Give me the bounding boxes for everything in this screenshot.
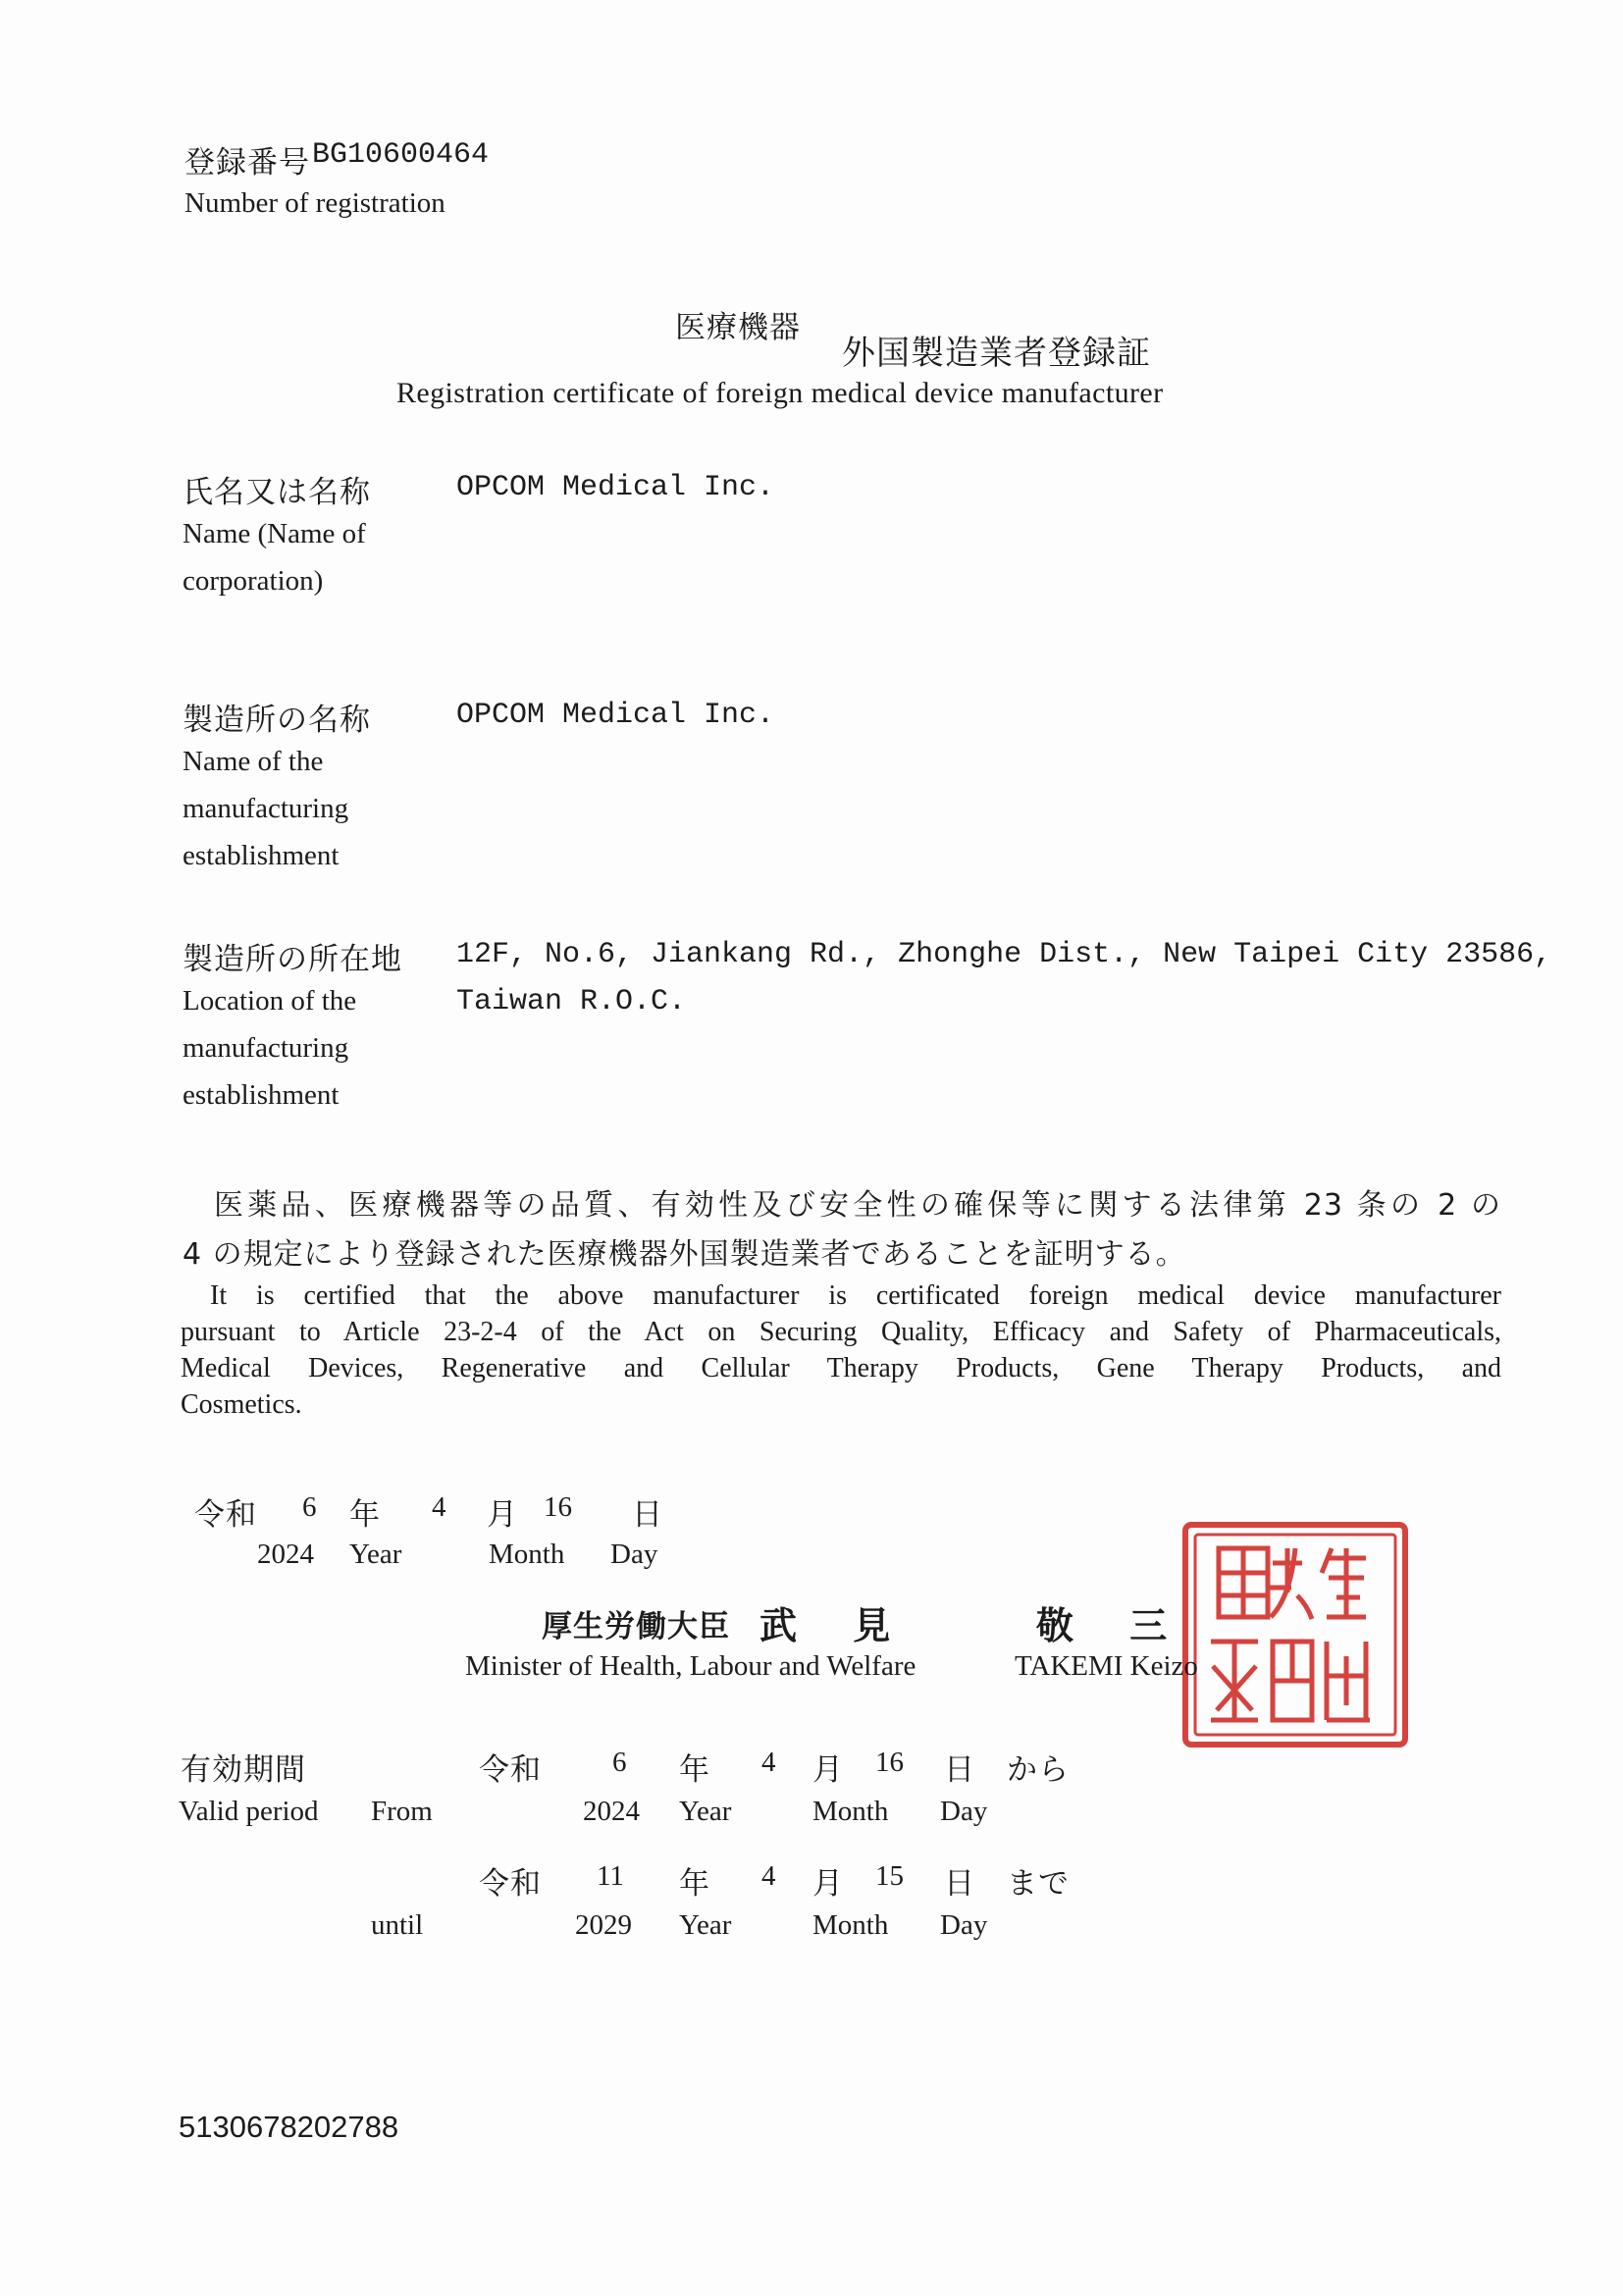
until-label-en: until — [371, 1909, 424, 1941]
issue-year-western: 2024 — [257, 1539, 314, 1570]
until-month-kanji: 月 — [812, 1866, 844, 1902]
facility-value: OPCOM Medical Inc. — [456, 699, 775, 732]
statement-jp-2: 4 の規定により登録された医療機器外国製造業者であることを証明する。 — [183, 1237, 1186, 1272]
until-day: 15 — [875, 1860, 904, 1892]
issue-month-en: Month — [489, 1539, 565, 1570]
from-era: 令和 — [479, 1752, 542, 1788]
statement-jp-1: 医薬品、医療機器等の品質、有効性及び安全性の確保等に関する法律第 23 条の 2 の — [214, 1188, 1501, 1223]
location-label-en-2: manufacturing — [183, 1032, 349, 1064]
from-day-en: Day — [940, 1796, 988, 1827]
from-year-western: 2024 — [583, 1796, 640, 1827]
seal-icon — [1179, 1519, 1411, 1750]
issue-day-kanji: 日 — [632, 1497, 663, 1533]
name-value: OPCOM Medical Inc. — [456, 471, 775, 504]
issue-day: 16 — [544, 1491, 572, 1523]
issue-year-en: Year — [349, 1539, 402, 1570]
minister-title-jp: 厚生労働大臣 — [542, 1609, 730, 1644]
facility-label-en-3: establishment — [183, 840, 340, 871]
name-label-en-2: corporation) — [183, 565, 324, 597]
serial-number: 5130678202788 — [179, 2110, 399, 2144]
official-seal — [1179, 1519, 1411, 1750]
issue-era: 令和 — [194, 1497, 257, 1533]
minister-name-jp-1: 武 見 — [759, 1604, 913, 1647]
issue-month: 4 — [432, 1491, 446, 1523]
statement-en-1: It is certified that the above manufacturer is certificated foreign medical device manufacturer — [210, 1280, 1501, 1311]
until-month-en: Month — [812, 1909, 889, 1941]
from-day-kanji: 日 — [944, 1752, 975, 1788]
name-label-jp: 氏名又は名称 — [183, 475, 371, 510]
statement-en-2: pursuant to Article 23-2-4 of the Act on Securing Quality, Efficacy and Safety of Pharmaceuticals, — [181, 1317, 1501, 1347]
minister-name-jp-2: 敬 三 — [1036, 1604, 1189, 1647]
issue-year-kanji: 年 — [349, 1497, 381, 1533]
from-day: 16 — [875, 1747, 904, 1778]
registration-label-en: Number of registration — [184, 187, 445, 219]
minister-name-en: TAKEMI Keizo — [1015, 1650, 1198, 1682]
location-value-2: Taiwan R.O.C. — [456, 985, 687, 1018]
issue-day-en: Day — [610, 1539, 658, 1570]
from-suffix: から — [1007, 1752, 1070, 1788]
issue-era-year: 6 — [302, 1491, 317, 1523]
title-jp-main: 外国製造業者登録証 — [842, 334, 1151, 373]
until-suffix: まで — [1007, 1866, 1070, 1902]
facility-label-en-2: manufacturing — [183, 793, 349, 824]
until-year-kanji: 年 — [679, 1866, 710, 1902]
name-label-en-1: Name (Name of — [183, 518, 366, 549]
minister-title-en: Minister of Health, Labour and Welfare — [465, 1650, 916, 1682]
from-era-year: 6 — [612, 1747, 627, 1778]
facility-label-jp: 製造所の名称 — [183, 703, 371, 738]
statement-en-4: Cosmetics. — [181, 1389, 302, 1420]
until-year-western: 2029 — [575, 1909, 632, 1941]
until-era: 令和 — [479, 1866, 542, 1902]
until-month: 4 — [761, 1860, 776, 1892]
title-en: Registration certificate of foreign medical device manufacturer — [396, 377, 1164, 409]
from-month-en: Month — [812, 1796, 889, 1827]
validity-label-en: Valid period — [179, 1796, 319, 1827]
facility-label-en-1: Name of the — [183, 746, 324, 777]
location-label-jp: 製造所の所在地 — [183, 942, 402, 977]
location-label-en-1: Location of the — [183, 985, 357, 1017]
statement-en-3: Medical Devices, Regenerative and Cellular Therapy Products, Gene Therapy Products, and — [181, 1353, 1501, 1383]
from-year-en: Year — [679, 1796, 732, 1827]
until-era-year: 11 — [597, 1860, 624, 1892]
validity-label-jp: 有効期間 — [181, 1752, 306, 1788]
title-jp-prefix: 医療機器 — [675, 310, 801, 345]
issue-month-kanji: 月 — [487, 1497, 518, 1533]
location-label-en-3: establishment — [183, 1079, 340, 1111]
from-label-en: From — [371, 1796, 433, 1827]
from-month: 4 — [761, 1747, 776, 1778]
location-value-1: 12F, No.6, Jiankang Rd., Zhonghe Dist., New Taipei City 23586, — [456, 938, 1552, 971]
until-day-kanji: 日 — [944, 1866, 975, 1902]
registration-number: BG10600464 — [312, 138, 490, 172]
registration-label-jp: 登録番号 — [184, 145, 310, 181]
until-day-en: Day — [940, 1909, 988, 1941]
until-year-en: Year — [679, 1909, 732, 1941]
from-year-kanji: 年 — [679, 1752, 710, 1788]
from-month-kanji: 月 — [812, 1752, 844, 1788]
